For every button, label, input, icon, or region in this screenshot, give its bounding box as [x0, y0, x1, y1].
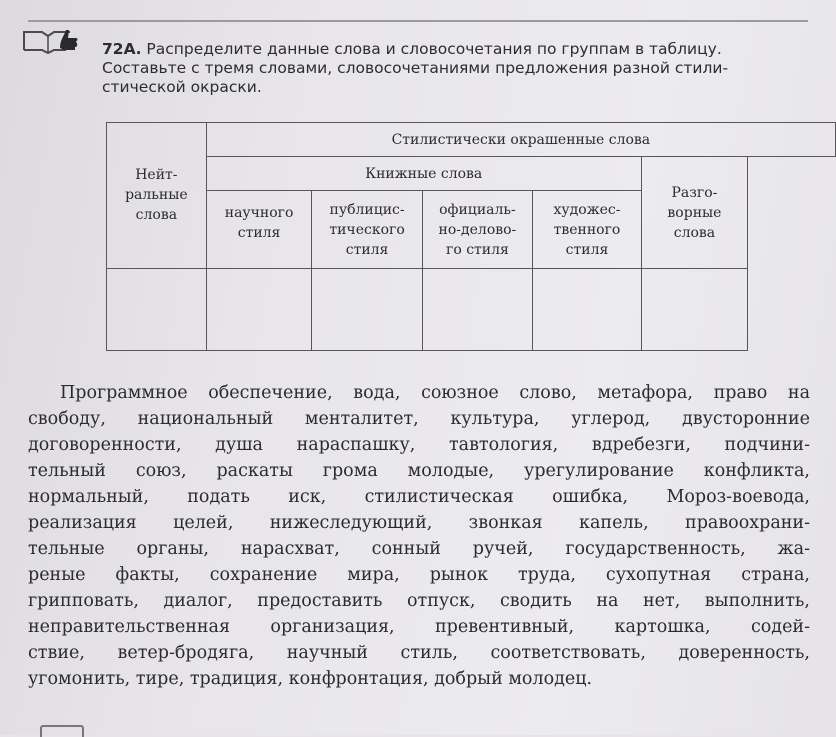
top-divider: [28, 20, 808, 22]
book-hand-icon: [20, 26, 80, 54]
word-list-line: договоренности, душа нараспашку, тавтология, вдребезги, подчини-: [28, 435, 810, 455]
header-official: официаль- но-делово- го стиля: [422, 191, 532, 269]
word-list-line: реные факты, сохранение мира, рынок труда, сухопутная страна,: [28, 565, 810, 585]
word-list-line: гриппoвать, диалог, предоставить отпуск, сводить на нет, выполнить,: [28, 591, 810, 611]
empty-cell-official[interactable]: [422, 269, 532, 351]
empty-cell-neutral[interactable]: [107, 269, 207, 351]
empty-cell-artistic[interactable]: [533, 269, 642, 351]
classification-table: [106, 122, 836, 351]
word-list-line: ствие, ветер-бродяга, научный стиль, соответствовать, доверенность,: [28, 643, 810, 663]
header-journalistic: публицис- тического стиля: [312, 191, 422, 269]
header-stylistic: Стилистически окрашенные слова: [206, 123, 835, 157]
word-list-line: реализация целей, нижеследующий, звонкая капель, правоохрани-: [28, 513, 810, 533]
word-list-line: неправительственная организация, превентивный, картошка, содей-: [28, 617, 810, 637]
task-line-3: стической окраски.: [102, 78, 262, 96]
task-number: 72А.: [102, 40, 142, 58]
empty-cell-scientific[interactable]: [206, 269, 312, 351]
empty-cell-colloquial[interactable]: [641, 269, 747, 351]
header-bookish: Книжные слова: [206, 157, 641, 191]
next-task-icon: [40, 725, 84, 737]
header-neutral: Нейт- ральные слова: [107, 123, 207, 269]
word-list-line: свободу, национальный менталитет, культура, углерод, двусторонние: [28, 409, 810, 429]
task-header: [102, 40, 802, 97]
word-list: [28, 380, 810, 692]
word-list-line: тельные органы, нарасхват, сонный ручей, государственность, жа-: [28, 539, 810, 559]
task-line-2: Составьте с тремя словами, словосочетаниями предложения разной стили-: [102, 59, 729, 77]
header-artistic: художес- твенного стиля: [533, 191, 642, 269]
empty-cell-journalistic[interactable]: [312, 269, 422, 351]
task-line-1: Распределите данные слова и словосочетания по группам в таблицу.: [146, 40, 722, 58]
word-list-line: нормальный, подать иск, стилистическая ошибка, Мороз-воевода,: [28, 487, 810, 507]
word-list-line: Программное обеспечение, вода, союзное слово, метафора, право на: [60, 383, 810, 403]
word-list-line: тельный союз, раскаты грома молодые, урегулирование конфликта,: [28, 461, 810, 481]
header-colloquial: Разго- ворные слова: [641, 157, 747, 269]
word-list-line: угомонить, тире, традиция, конфронтация, добрый молодец.: [28, 669, 593, 689]
header-scientific: научного стиля: [206, 191, 312, 269]
